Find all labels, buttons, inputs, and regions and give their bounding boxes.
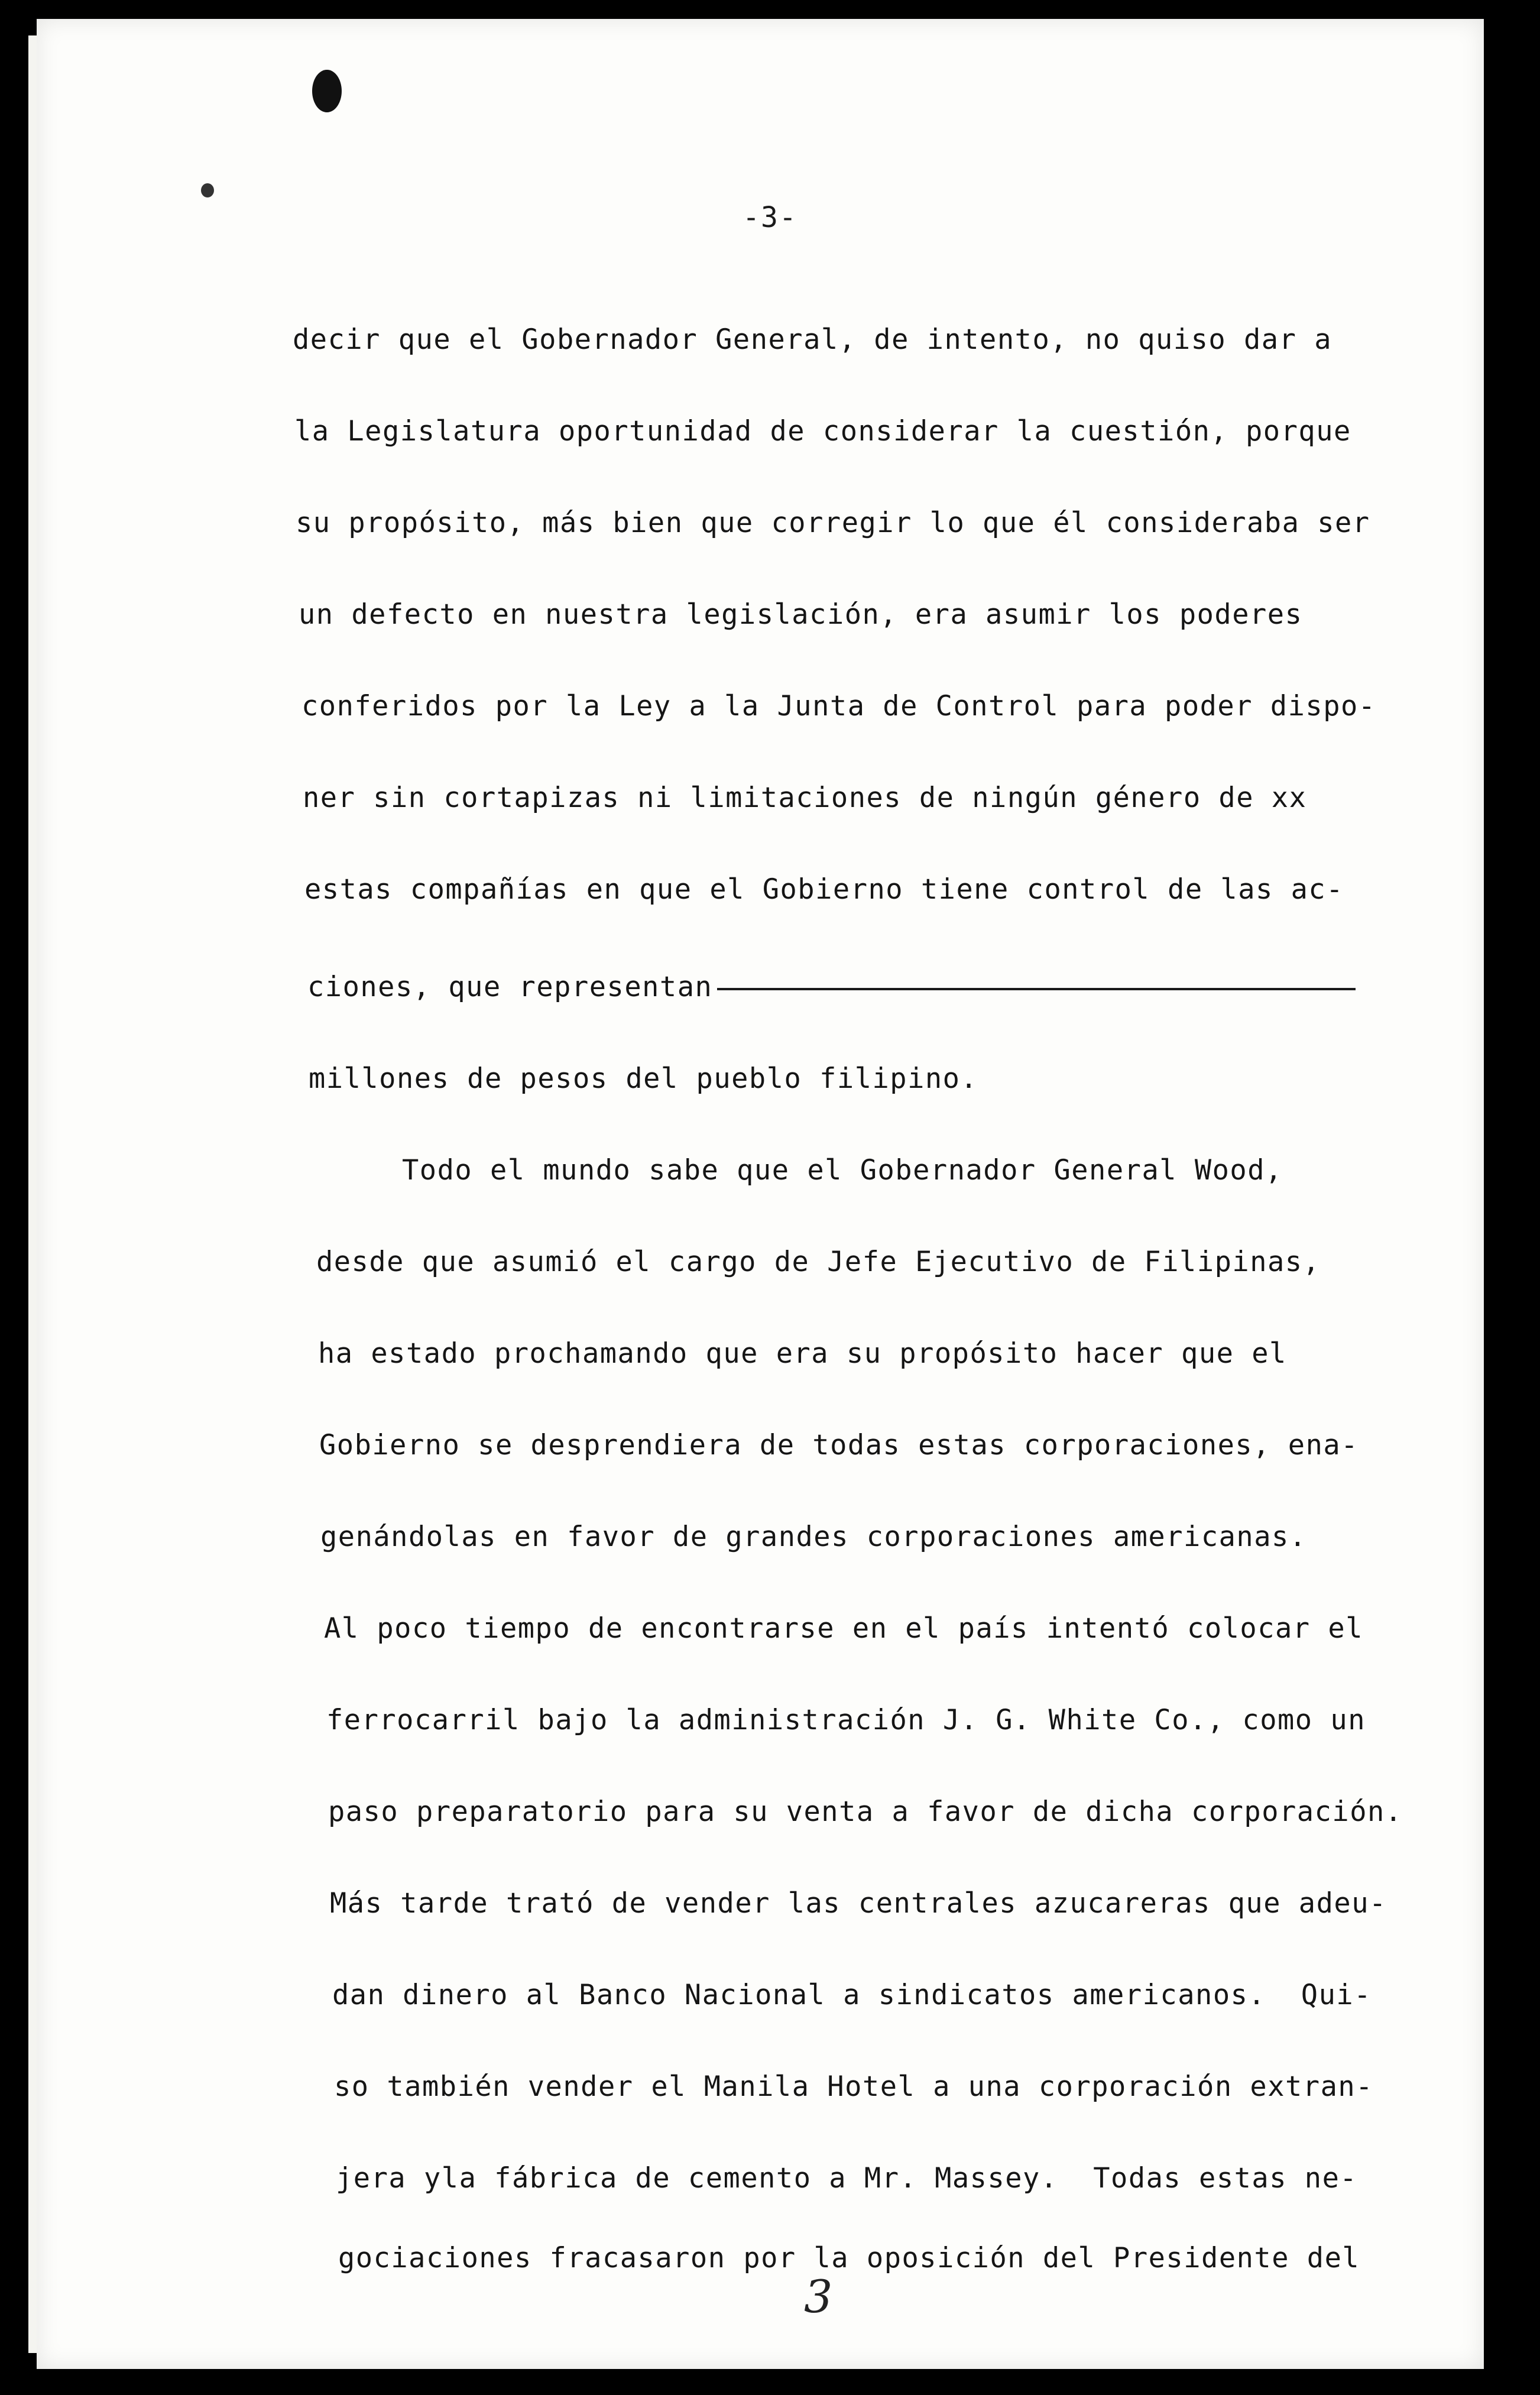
text-line: decir que el Gobernador General, de intento, no quiso dar a [293, 323, 1332, 356]
text-line-with-blank [307, 970, 1356, 1005]
text-line: so también vender el Manila Hotel a una corporación extran- [334, 2070, 1373, 2103]
text-line: conferidos por la Ley a la Junta de Control para poder dispo- [301, 690, 1376, 722]
text-line: desde que asumió el cargo de Jefe Ejecutivo de Filipinas, [316, 1246, 1321, 1278]
punch-hole [312, 70, 342, 112]
text-line: paso preparatorio para su venta a favor de dicha corporación. [328, 1796, 1403, 1828]
fill-in-blank [717, 988, 1356, 990]
text-line: Gobierno se desprendiera de todas estas corporaciones, ena- [319, 1429, 1359, 1461]
text-line: un defecto en nuestra legislación, era asumir los poderes [299, 598, 1303, 631]
document-page [37, 19, 1484, 2369]
text-line: Más tarde trató de vender las centrales azucareras que adeu- [330, 1887, 1387, 1920]
handwritten-page-number: 3 [804, 2270, 833, 2323]
text-line: millones de pesos del pueblo filipino. [309, 1062, 978, 1095]
text-line: gociaciones fracasaron por la oposición del Presidente del [338, 2242, 1360, 2274]
text-line: ha estado prochamando que era su propósito hacer que el [318, 1337, 1287, 1370]
text-line: Todo el mundo sabe que el Gobernador General Wood, [402, 1154, 1283, 1187]
text-line: jera yla fábrica de cemento a Mr. Massey. Todas estas ne- [336, 2162, 1358, 2195]
text-line: su propósito, más bien que corregir lo que él consideraba ser [296, 507, 1370, 539]
ink-speck [201, 183, 214, 197]
page-number: -3- [743, 201, 797, 234]
text-line: la Legislatura oportunidad de considerar la cuestión, porque [294, 415, 1351, 448]
text-line: ferrocarril bajo la administración J. G. White Co., como un [326, 1704, 1366, 1736]
text-line: dan dinero al Banco Nacional a sindicatos americanos. Qui- [332, 1979, 1372, 2011]
text-line: ciones, que representan [307, 971, 713, 1003]
text-line: estas compañías en que el Gobierno tiene control de las ac- [304, 873, 1344, 906]
text-line: Al poco tiempo de encontrarse en el país intentó colocar el [324, 1612, 1363, 1645]
text-line: ner sin cortapizas ni limitaciones de ningún género de xx [303, 782, 1307, 814]
text-line: genándolas en favor de grandes corporaciones americanas. [320, 1521, 1307, 1553]
